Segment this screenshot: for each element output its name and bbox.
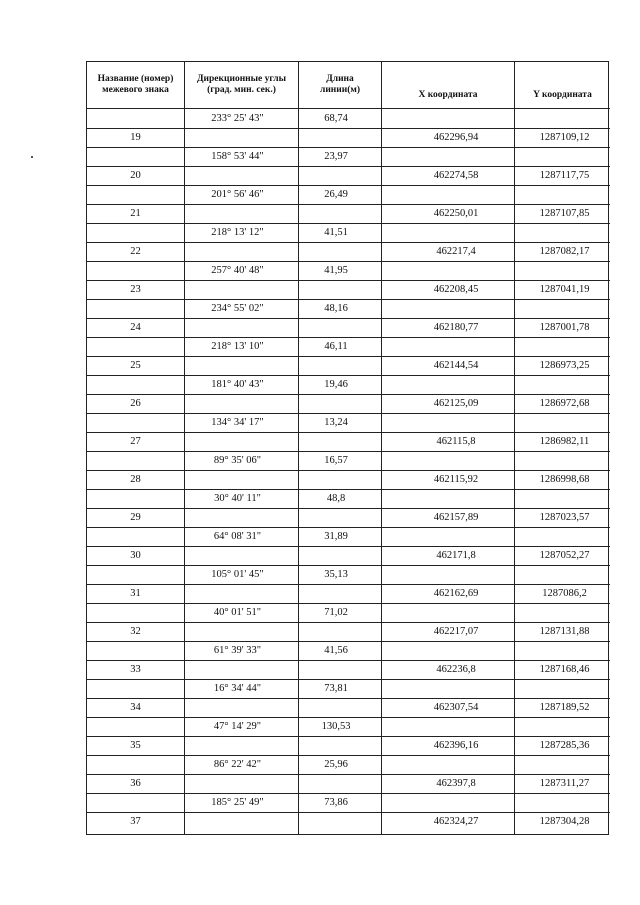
x-coordinate: 462217,4	[436, 246, 476, 257]
x-coordinate: 462171,8	[436, 550, 476, 561]
direction-angle: 40° 01' 51"	[213, 607, 262, 618]
x-coordinate: 462396,16	[433, 740, 479, 751]
line-length: 73,81	[324, 683, 348, 694]
direction-angle: 181° 40' 43"	[211, 379, 264, 390]
y-coordinate: 1286972,68	[539, 398, 590, 409]
direction-angle: 47° 14' 29"	[213, 721, 262, 732]
line-length: 31,89	[324, 531, 348, 542]
header-name: Название (номер) межевого знака	[97, 74, 174, 95]
row-divider	[87, 622, 610, 623]
x-coordinate: 462157,89	[433, 512, 479, 523]
point-name: 28	[130, 474, 141, 485]
point-name: 32	[130, 626, 141, 637]
y-coordinate: 1287131,88	[539, 626, 590, 637]
row-divider	[87, 660, 610, 661]
line-length: 130,53	[321, 721, 351, 732]
line-length: 68,74	[324, 113, 348, 124]
direction-angle: 158° 53' 44"	[211, 151, 264, 162]
row-divider	[87, 204, 610, 205]
x-coordinate: 462296,94	[433, 132, 479, 143]
x-coordinate: 462397,8	[436, 778, 476, 789]
x-coordinate: 462217,07	[433, 626, 479, 637]
point-name: 33	[130, 664, 141, 675]
y-coordinate: 1287052,27	[539, 550, 590, 561]
row-divider	[87, 280, 610, 281]
direction-angle: 233° 25' 43"	[211, 113, 264, 124]
direction-angle: 64° 08' 31"	[213, 531, 262, 542]
row-divider	[87, 698, 610, 699]
point-name: 23	[130, 284, 141, 295]
x-coordinate: 462208,45	[433, 284, 479, 295]
line-length: 71,02	[324, 607, 348, 618]
row-divider	[87, 508, 610, 509]
row-divider	[87, 432, 610, 433]
x-coordinate: 462250,01	[433, 208, 479, 219]
line-length: 16,57	[324, 455, 348, 466]
col-divider	[381, 62, 382, 834]
point-name: 34	[130, 702, 141, 713]
line-length: 73,86	[324, 797, 348, 808]
row-divider	[87, 166, 610, 167]
direction-angle: 16° 34' 44"	[213, 683, 262, 694]
direction-angle: 218° 13' 10"	[211, 341, 264, 352]
row-divider	[87, 394, 610, 395]
point-name: 36	[130, 778, 141, 789]
direction-angle: 86° 22' 42"	[213, 759, 262, 770]
direction-angle: 30° 40' 11"	[214, 493, 261, 504]
x-coordinate: 462125,09	[433, 398, 479, 409]
y-coordinate: 1287189,52	[539, 702, 590, 713]
x-coordinate: 462324,27	[433, 816, 479, 827]
header-angle: Дирекционные углы (град. мин. сек.)	[197, 74, 286, 95]
row-divider	[87, 318, 610, 319]
direction-angle: 234° 55' 02"	[211, 303, 264, 314]
row-divider	[87, 736, 610, 737]
point-name: 22	[130, 246, 141, 257]
line-length: 46,11	[324, 341, 348, 352]
point-name: 31	[130, 588, 141, 599]
x-coordinate: 462115,92	[433, 474, 479, 485]
line-length: 41,95	[324, 265, 348, 276]
x-coordinate: 462274,58	[433, 170, 479, 181]
row-divider	[87, 812, 610, 813]
row-divider	[87, 356, 610, 357]
x-coordinate: 462307,54	[433, 702, 479, 713]
x-coordinate: 462162,69	[433, 588, 479, 599]
line-length: 48,16	[324, 303, 348, 314]
y-coordinate: 1287082,17	[539, 246, 590, 257]
point-name: 20	[130, 170, 141, 181]
row-divider	[87, 470, 610, 471]
stray-dot	[31, 156, 33, 158]
line-length: 19,46	[324, 379, 348, 390]
direction-angle: 218° 13' 12"	[211, 227, 264, 238]
point-name: 35	[130, 740, 141, 751]
x-coordinate: 462144,54	[433, 360, 479, 371]
line-length: 41,51	[324, 227, 348, 238]
y-coordinate: 1287311,27	[539, 778, 590, 789]
y-coordinate: 1286982,11	[539, 436, 590, 447]
direction-angle: 105° 01' 45"	[211, 569, 264, 580]
line-length: 35,13	[324, 569, 348, 580]
line-length: 41,56	[324, 645, 348, 656]
point-name: 26	[130, 398, 141, 409]
line-length: 23,97	[324, 151, 348, 162]
y-coordinate: 1287285,36	[539, 740, 590, 751]
point-name: 27	[130, 436, 141, 447]
direction-angle: 257° 40' 48"	[211, 265, 264, 276]
header-x: X координата	[418, 90, 478, 100]
line-length: 13,24	[324, 417, 348, 428]
y-coordinate: 1287001,78	[539, 322, 590, 333]
point-name: 30	[130, 550, 141, 561]
row-divider	[87, 242, 610, 243]
y-coordinate: 1287304,28	[539, 816, 590, 827]
y-coordinate: 1286973,25	[539, 360, 590, 371]
line-length: 48,8	[326, 493, 346, 504]
row-divider	[87, 584, 610, 585]
row-divider	[87, 546, 610, 547]
point-name: 37	[130, 816, 141, 827]
point-name: 25	[130, 360, 141, 371]
header-length: Длина линии(м)	[319, 74, 361, 95]
y-coordinate: 1287086,2	[542, 588, 587, 599]
y-coordinate: 1287041,19	[539, 284, 590, 295]
direction-angle: 61° 39' 33"	[213, 645, 262, 656]
x-coordinate: 462115,8	[436, 436, 476, 447]
point-name: 24	[130, 322, 141, 333]
y-coordinate: 1287117,75	[539, 170, 590, 181]
line-length: 26,49	[324, 189, 348, 200]
header-y: Y координата	[533, 90, 592, 100]
row-divider	[87, 774, 610, 775]
point-name: 29	[130, 512, 141, 523]
point-name: 19	[130, 132, 141, 143]
x-coordinate: 462236,8	[436, 664, 476, 675]
direction-angle: 134° 34' 17"	[211, 417, 264, 428]
direction-angle: 89° 35' 06"	[213, 455, 262, 466]
y-coordinate: 1287109,12	[539, 132, 590, 143]
direction-angle: 201° 56' 46"	[211, 189, 264, 200]
y-coordinate: 1287107,85	[539, 208, 590, 219]
direction-angle: 185° 25' 49"	[211, 797, 264, 808]
y-coordinate: 1286998,68	[539, 474, 590, 485]
point-name: 21	[130, 208, 141, 219]
x-coordinate: 462180,77	[433, 322, 479, 333]
line-length: 25,96	[324, 759, 348, 770]
row-divider	[87, 128, 610, 129]
y-coordinate: 1287168,46	[539, 664, 590, 675]
y-coordinate: 1287023,57	[539, 512, 590, 523]
coordinates-table	[86, 61, 609, 835]
